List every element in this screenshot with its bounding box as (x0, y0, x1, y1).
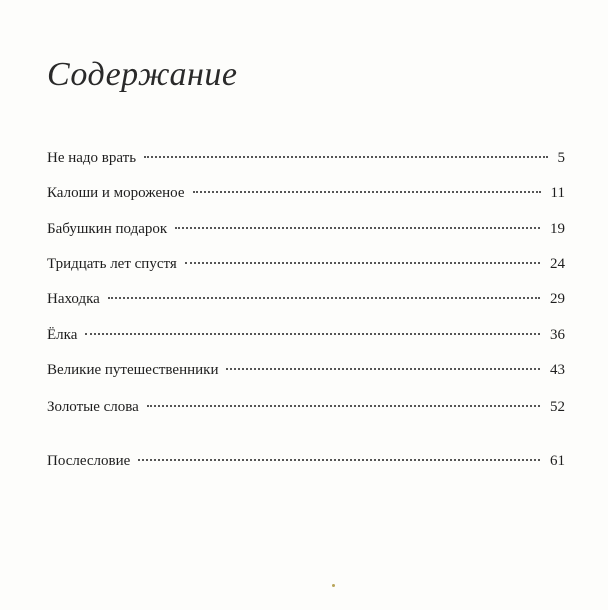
toc-entry (47, 218, 565, 240)
toc-entry-title: Находка (47, 291, 100, 307)
toc-entry (47, 359, 565, 381)
toc-entry (47, 396, 565, 418)
dot-leader (108, 297, 540, 299)
dot-leader (147, 405, 540, 407)
toc-entry-page: 11 (550, 185, 565, 201)
dot-leader (193, 191, 541, 193)
dot-leader (175, 227, 540, 229)
toc-entry-title: Ёлка (47, 327, 78, 343)
toc-entry-title: Тридцать лет спустя (47, 256, 177, 272)
dot-leader (144, 156, 547, 158)
toc-entry (47, 324, 565, 346)
toc-entry (47, 288, 565, 310)
toc-entry-page: 19 (550, 221, 565, 237)
toc-entry-page: 52 (550, 399, 565, 415)
toc-entry-title: Великие путешественники (47, 362, 219, 378)
toc-entry (47, 147, 565, 169)
toc-entry-title: Не надо врать (47, 150, 137, 166)
dot-leader (185, 262, 540, 264)
dot-leader (85, 333, 540, 335)
toc-entry-page: 29 (550, 291, 565, 307)
toc-entry-title: Калоши и мороженое (47, 185, 185, 201)
toc-entry-page: 36 (550, 327, 565, 343)
toc-entry-page: 24 (550, 256, 565, 272)
toc-title: Содержание (47, 56, 238, 93)
toc-entry-page: 61 (550, 453, 565, 469)
toc-entry-page: 43 (550, 362, 565, 378)
toc-entry (47, 253, 565, 275)
toc-entry-title: Послесловие (47, 453, 131, 469)
dot-leader (226, 368, 540, 370)
dot-leader (138, 459, 540, 461)
toc-entry-page: 5 (557, 150, 565, 166)
toc-entry-title: Золотые слова (47, 399, 139, 415)
toc-entry (47, 450, 565, 472)
toc-entry (47, 182, 565, 204)
toc-entry-title: Бабушкин подарок (47, 221, 168, 237)
paper-speck (332, 584, 335, 587)
